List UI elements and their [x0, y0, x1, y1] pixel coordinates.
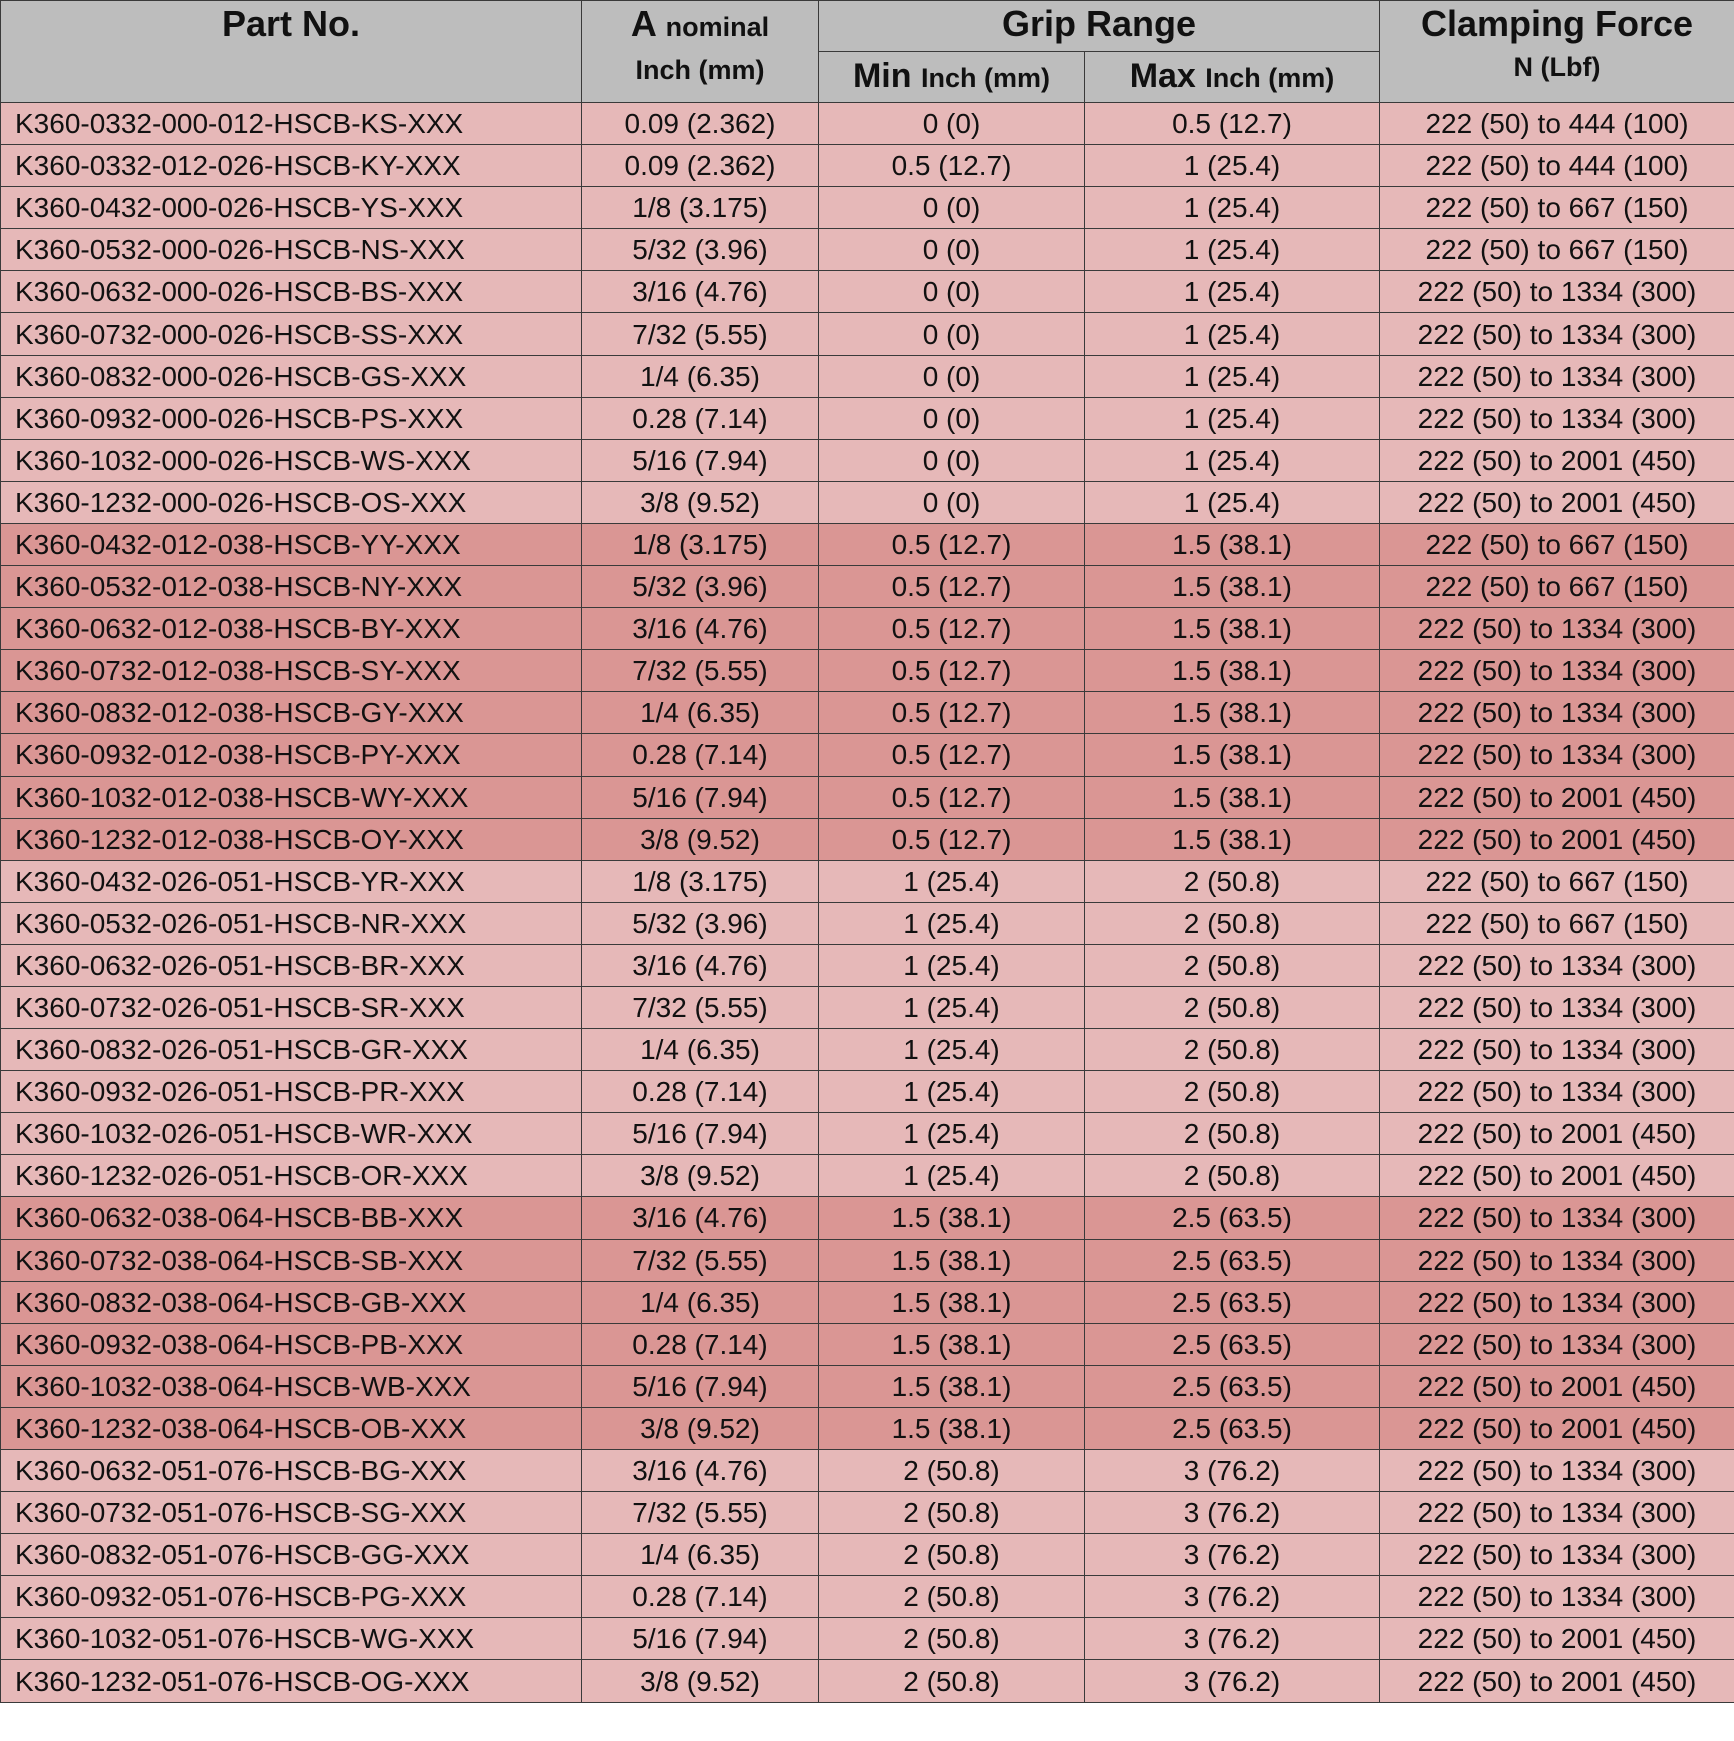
grip-max-cell: 1.5 (38.1) — [1085, 523, 1380, 565]
part-number-cell: K360-1032-038-064-HSCB-WB-XXX — [1, 1365, 582, 1407]
clamping-force-cell: 222 (50) to 2001 (450) — [1380, 439, 1734, 481]
grip-min-cell: 1.5 (38.1) — [819, 1323, 1085, 1365]
clamping-force-cell: 222 (50) to 1334 (300) — [1380, 986, 1734, 1028]
a-nominal-cell: 7/32 (5.55) — [582, 986, 819, 1028]
clamping-force-cell: 222 (50) to 1334 (300) — [1380, 1239, 1734, 1281]
grip-max-cell: 1.5 (38.1) — [1085, 776, 1380, 818]
clamping-force-cell: 222 (50) to 1334 (300) — [1380, 1029, 1734, 1071]
part-number-cell: K360-0832-000-026-HSCB-GS-XXX — [1, 355, 582, 397]
clamping-force-cell: 222 (50) to 667 (150) — [1380, 187, 1734, 229]
clamping-force-cell: 222 (50) to 2001 (450) — [1380, 1618, 1734, 1660]
grip-min-cell: 0 (0) — [819, 397, 1085, 439]
a-nominal-cell: 1/4 (6.35) — [582, 1281, 819, 1323]
a-nominal-cell: 1/4 (6.35) — [582, 1534, 819, 1576]
grip-min-cell: 0 (0) — [819, 229, 1085, 271]
table-row — [1, 776, 1734, 818]
part-number-cell: K360-0732-051-076-HSCB-SG-XXX — [1, 1492, 582, 1534]
clamping-force-cell: 222 (50) to 1334 (300) — [1380, 1323, 1734, 1365]
part-number-cell: K360-0632-000-026-HSCB-BS-XXX — [1, 271, 582, 313]
table-row — [1, 1618, 1734, 1660]
part-number-cell: K360-0832-012-038-HSCB-GY-XXX — [1, 692, 582, 734]
a-nominal-cell: 7/32 (5.55) — [582, 313, 819, 355]
grip-min-cell: 0 (0) — [819, 103, 1085, 145]
clamping-force-cell: 222 (50) to 444 (100) — [1380, 103, 1734, 145]
table-row — [1, 692, 1734, 734]
part-number-cell: K360-0732-038-064-HSCB-SB-XXX — [1, 1239, 582, 1281]
table-row — [1, 902, 1734, 944]
grip-min-cell: 0 (0) — [819, 313, 1085, 355]
header-a-nominal: A nominal Inch (mm) — [582, 1, 819, 103]
header-clamping-unit: N (Lbf) — [1513, 52, 1601, 82]
table-row — [1, 818, 1734, 860]
header-a-nominal-qualifier: nominal — [665, 12, 770, 42]
a-nominal-cell: 5/16 (7.94) — [582, 1618, 819, 1660]
grip-min-cell: 0 (0) — [819, 481, 1085, 523]
table-row — [1, 481, 1734, 523]
part-number-cell: K360-0832-051-076-HSCB-GG-XXX — [1, 1534, 582, 1576]
part-number-cell: K360-0332-000-012-HSCB-KS-XXX — [1, 103, 582, 145]
a-nominal-cell: 3/8 (9.52) — [582, 1407, 819, 1449]
grip-max-cell: 2 (50.8) — [1085, 944, 1380, 986]
table-row — [1, 1660, 1734, 1702]
a-nominal-cell: 3/16 (4.76) — [582, 1450, 819, 1492]
a-nominal-cell: 5/16 (7.94) — [582, 1113, 819, 1155]
header-grip-max: Max Inch (mm) — [1085, 52, 1380, 103]
grip-min-cell: 1 (25.4) — [819, 1113, 1085, 1155]
grip-min-cell: 1 (25.4) — [819, 860, 1085, 902]
clamping-force-cell: 222 (50) to 2001 (450) — [1380, 1155, 1734, 1197]
table-row — [1, 1281, 1734, 1323]
grip-max-cell: 2.5 (63.5) — [1085, 1197, 1380, 1239]
a-nominal-cell: 5/16 (7.94) — [582, 439, 819, 481]
grip-min-cell: 1 (25.4) — [819, 1029, 1085, 1071]
part-number-cell: K360-0732-026-051-HSCB-SR-XXX — [1, 986, 582, 1028]
part-number-cell: K360-0432-000-026-HSCB-YS-XXX — [1, 187, 582, 229]
grip-max-cell: 3 (76.2) — [1085, 1492, 1380, 1534]
clamping-force-cell: 222 (50) to 2001 (450) — [1380, 1660, 1734, 1702]
table-row — [1, 187, 1734, 229]
clamping-force-cell: 222 (50) to 1334 (300) — [1380, 1492, 1734, 1534]
part-number-cell: K360-0432-026-051-HSCB-YR-XXX — [1, 860, 582, 902]
a-nominal-cell: 3/16 (4.76) — [582, 944, 819, 986]
grip-min-cell: 0.5 (12.7) — [819, 523, 1085, 565]
part-number-cell: K360-0632-012-038-HSCB-BY-XXX — [1, 608, 582, 650]
grip-max-cell: 0.5 (12.7) — [1085, 103, 1380, 145]
grip-max-cell: 3 (76.2) — [1085, 1618, 1380, 1660]
grip-max-cell: 1 (25.4) — [1085, 229, 1380, 271]
a-nominal-cell: 1/8 (3.175) — [582, 187, 819, 229]
clamping-force-cell: 222 (50) to 1334 (300) — [1380, 1071, 1734, 1113]
a-nominal-cell: 5/16 (7.94) — [582, 776, 819, 818]
part-number-cell: K360-0532-026-051-HSCB-NR-XXX — [1, 902, 582, 944]
clamping-force-cell: 222 (50) to 1334 (300) — [1380, 397, 1734, 439]
part-number-cell: K360-1232-051-076-HSCB-OG-XXX — [1, 1660, 582, 1702]
a-nominal-cell: 7/32 (5.55) — [582, 1239, 819, 1281]
clamping-force-cell: 222 (50) to 2001 (450) — [1380, 818, 1734, 860]
clamping-force-cell: 222 (50) to 667 (150) — [1380, 902, 1734, 944]
table-row — [1, 566, 1734, 608]
part-number-cell: K360-0532-012-038-HSCB-NY-XXX — [1, 566, 582, 608]
grip-max-cell: 3 (76.2) — [1085, 1660, 1380, 1702]
a-nominal-cell: 5/32 (3.96) — [582, 902, 819, 944]
part-number-cell: K360-0632-051-076-HSCB-BG-XXX — [1, 1450, 582, 1492]
clamping-force-cell: 222 (50) to 1334 (300) — [1380, 355, 1734, 397]
table-header — [1, 1, 1734, 103]
table-row — [1, 1197, 1734, 1239]
grip-max-cell: 1 (25.4) — [1085, 439, 1380, 481]
grip-max-cell: 1 (25.4) — [1085, 313, 1380, 355]
grip-min-cell: 0.5 (12.7) — [819, 566, 1085, 608]
table-body — [1, 103, 1734, 1703]
part-number-cell: K360-1232-038-064-HSCB-OB-XXX — [1, 1407, 582, 1449]
table-row — [1, 1450, 1734, 1492]
a-nominal-cell: 0.28 (7.14) — [582, 1576, 819, 1618]
a-nominal-cell: 0.28 (7.14) — [582, 397, 819, 439]
part-number-cell: K360-0732-012-038-HSCB-SY-XXX — [1, 650, 582, 692]
a-nominal-cell: 1/8 (3.175) — [582, 523, 819, 565]
part-number-cell: K360-1032-000-026-HSCB-WS-XXX — [1, 439, 582, 481]
grip-min-cell: 2 (50.8) — [819, 1534, 1085, 1576]
part-number-cell: K360-0932-051-076-HSCB-PG-XXX — [1, 1576, 582, 1618]
a-nominal-cell: 0.28 (7.14) — [582, 1323, 819, 1365]
part-number-cell: K360-1032-012-038-HSCB-WY-XXX — [1, 776, 582, 818]
table-row — [1, 229, 1734, 271]
clamping-force-cell: 222 (50) to 1334 (300) — [1380, 1197, 1734, 1239]
grip-max-cell: 1.5 (38.1) — [1085, 692, 1380, 734]
table-row — [1, 271, 1734, 313]
grip-max-cell: 2 (50.8) — [1085, 986, 1380, 1028]
part-number-cell: K360-0932-012-038-HSCB-PY-XXX — [1, 734, 582, 776]
table-row — [1, 313, 1734, 355]
grip-min-cell: 1 (25.4) — [819, 944, 1085, 986]
clamping-force-cell: 222 (50) to 2001 (450) — [1380, 1365, 1734, 1407]
a-nominal-cell: 3/16 (4.76) — [582, 271, 819, 313]
table-row — [1, 944, 1734, 986]
clamping-force-cell: 222 (50) to 667 (150) — [1380, 566, 1734, 608]
grip-max-cell: 1.5 (38.1) — [1085, 734, 1380, 776]
table-row — [1, 1071, 1734, 1113]
table-row — [1, 1239, 1734, 1281]
grip-min-cell: 2 (50.8) — [819, 1492, 1085, 1534]
part-number-cell: K360-1232-000-026-HSCB-OS-XXX — [1, 481, 582, 523]
clamping-force-cell: 222 (50) to 1334 (300) — [1380, 313, 1734, 355]
grip-max-cell: 2 (50.8) — [1085, 1029, 1380, 1071]
grip-min-cell: 1 (25.4) — [819, 986, 1085, 1028]
part-number-cell: K360-0932-038-064-HSCB-PB-XXX — [1, 1323, 582, 1365]
a-nominal-cell: 1/4 (6.35) — [582, 355, 819, 397]
table-row — [1, 1323, 1734, 1365]
grip-max-cell: 1 (25.4) — [1085, 187, 1380, 229]
part-number-cell: K360-0532-000-026-HSCB-NS-XXX — [1, 229, 582, 271]
grip-min-cell: 2 (50.8) — [819, 1618, 1085, 1660]
part-number-cell: K360-1232-026-051-HSCB-OR-XXX — [1, 1155, 582, 1197]
a-nominal-cell: 7/32 (5.55) — [582, 1492, 819, 1534]
part-number-cell: K360-0432-012-038-HSCB-YY-XXX — [1, 523, 582, 565]
grip-max-cell: 3 (76.2) — [1085, 1450, 1380, 1492]
grip-max-cell: 2.5 (63.5) — [1085, 1365, 1380, 1407]
table-row — [1, 103, 1734, 145]
grip-min-cell: 1.5 (38.1) — [819, 1407, 1085, 1449]
part-number-cell: K360-0332-012-026-HSCB-KY-XXX — [1, 145, 582, 187]
grip-max-cell: 3 (76.2) — [1085, 1534, 1380, 1576]
part-number-cell: K360-0932-000-026-HSCB-PS-XXX — [1, 397, 582, 439]
grip-min-cell: 1.5 (38.1) — [819, 1239, 1085, 1281]
clamping-force-cell: 222 (50) to 1334 (300) — [1380, 1281, 1734, 1323]
table-row — [1, 355, 1734, 397]
clamping-force-cell: 222 (50) to 1334 (300) — [1380, 734, 1734, 776]
header-part-no: Part No. — [1, 1, 582, 103]
grip-max-cell: 2.5 (63.5) — [1085, 1407, 1380, 1449]
grip-min-cell: 0 (0) — [819, 271, 1085, 313]
grip-min-cell: 0.5 (12.7) — [819, 145, 1085, 187]
part-number-cell: K360-0832-038-064-HSCB-GB-XXX — [1, 1281, 582, 1323]
grip-max-cell: 2 (50.8) — [1085, 902, 1380, 944]
part-number-cell: K360-1232-012-038-HSCB-OY-XXX — [1, 818, 582, 860]
a-nominal-cell: 3/16 (4.76) — [582, 1197, 819, 1239]
grip-max-cell: 1.5 (38.1) — [1085, 566, 1380, 608]
table-row — [1, 1492, 1734, 1534]
grip-max-cell: 1 (25.4) — [1085, 271, 1380, 313]
grip-max-cell: 2.5 (63.5) — [1085, 1323, 1380, 1365]
part-number-cell: K360-1032-026-051-HSCB-WR-XXX — [1, 1113, 582, 1155]
header-clamping-force: Clamping Force N (Lbf) — [1380, 1, 1734, 103]
a-nominal-cell: 1/8 (3.175) — [582, 860, 819, 902]
clamping-force-cell: 222 (50) to 1334 (300) — [1380, 271, 1734, 313]
part-number-cell: K360-0832-026-051-HSCB-GR-XXX — [1, 1029, 582, 1071]
a-nominal-cell: 0.28 (7.14) — [582, 734, 819, 776]
clamping-force-cell: 222 (50) to 1334 (300) — [1380, 650, 1734, 692]
grip-max-cell: 2.5 (63.5) — [1085, 1239, 1380, 1281]
table-row — [1, 397, 1734, 439]
grip-min-cell: 2 (50.8) — [819, 1660, 1085, 1702]
grip-min-cell: 1.5 (38.1) — [819, 1365, 1085, 1407]
a-nominal-cell: 3/8 (9.52) — [582, 1155, 819, 1197]
a-nominal-cell: 0.28 (7.14) — [582, 1071, 819, 1113]
clamping-force-cell: 222 (50) to 1334 (300) — [1380, 1534, 1734, 1576]
grip-max-cell: 1.5 (38.1) — [1085, 608, 1380, 650]
clamping-force-cell: 222 (50) to 1334 (300) — [1380, 692, 1734, 734]
grip-min-cell: 2 (50.8) — [819, 1576, 1085, 1618]
grip-max-cell: 1 (25.4) — [1085, 145, 1380, 187]
header-grip-range: Grip Range — [819, 1, 1380, 52]
clamping-force-cell: 222 (50) to 2001 (450) — [1380, 1407, 1734, 1449]
grip-min-cell: 1 (25.4) — [819, 1071, 1085, 1113]
table-row — [1, 860, 1734, 902]
a-nominal-cell: 3/16 (4.76) — [582, 608, 819, 650]
grip-min-cell: 0.5 (12.7) — [819, 692, 1085, 734]
clamping-force-cell: 222 (50) to 444 (100) — [1380, 145, 1734, 187]
table-row — [1, 439, 1734, 481]
grip-max-cell: 2 (50.8) — [1085, 1155, 1380, 1197]
grip-max-cell: 1 (25.4) — [1085, 397, 1380, 439]
table-row — [1, 986, 1734, 1028]
part-number-cell: K360-0732-000-026-HSCB-SS-XXX — [1, 313, 582, 355]
part-number-cell: K360-1032-051-076-HSCB-WG-XXX — [1, 1618, 582, 1660]
grip-max-cell: 1 (25.4) — [1085, 355, 1380, 397]
a-nominal-cell: 0.09 (2.362) — [582, 103, 819, 145]
grip-max-cell: 2 (50.8) — [1085, 1071, 1380, 1113]
grip-min-cell: 0.5 (12.7) — [819, 608, 1085, 650]
grip-min-cell: 1.5 (38.1) — [819, 1197, 1085, 1239]
table-row — [1, 734, 1734, 776]
grip-min-cell: 0.5 (12.7) — [819, 776, 1085, 818]
grip-min-cell: 1 (25.4) — [819, 902, 1085, 944]
grip-max-cell: 1 (25.4) — [1085, 481, 1380, 523]
header-grip-min-unit: Inch (mm) — [920, 63, 1050, 93]
a-nominal-cell: 1/4 (6.35) — [582, 692, 819, 734]
a-nominal-cell: 1/4 (6.35) — [582, 1029, 819, 1071]
grip-min-cell: 1.5 (38.1) — [819, 1281, 1085, 1323]
grip-min-cell: 0.5 (12.7) — [819, 734, 1085, 776]
header-a-unit: Inch (mm) — [635, 55, 765, 85]
header-grip-max-unit: Inch (mm) — [1205, 63, 1335, 93]
table-row — [1, 1365, 1734, 1407]
grip-min-cell: 0 (0) — [819, 355, 1085, 397]
table-row — [1, 1029, 1734, 1071]
table-row — [1, 1407, 1734, 1449]
grip-max-cell: 1.5 (38.1) — [1085, 650, 1380, 692]
table-row — [1, 608, 1734, 650]
part-number-cell: K360-0632-026-051-HSCB-BR-XXX — [1, 944, 582, 986]
grip-min-cell: 0.5 (12.7) — [819, 650, 1085, 692]
grip-min-cell: 0 (0) — [819, 439, 1085, 481]
clamping-force-cell: 222 (50) to 2001 (450) — [1380, 481, 1734, 523]
grip-min-cell: 2 (50.8) — [819, 1450, 1085, 1492]
a-nominal-cell: 5/32 (3.96) — [582, 229, 819, 271]
table-row — [1, 1155, 1734, 1197]
a-nominal-cell: 5/16 (7.94) — [582, 1365, 819, 1407]
a-nominal-cell: 3/8 (9.52) — [582, 1660, 819, 1702]
clamping-force-cell: 222 (50) to 2001 (450) — [1380, 776, 1734, 818]
grip-max-cell: 2 (50.8) — [1085, 860, 1380, 902]
a-nominal-cell: 3/8 (9.52) — [582, 818, 819, 860]
part-number-cell: K360-0932-026-051-HSCB-PR-XXX — [1, 1071, 582, 1113]
clamping-force-cell: 222 (50) to 1334 (300) — [1380, 608, 1734, 650]
a-nominal-cell: 0.09 (2.362) — [582, 145, 819, 187]
a-nominal-cell: 3/8 (9.52) — [582, 481, 819, 523]
grip-max-cell: 1.5 (38.1) — [1085, 818, 1380, 860]
clamping-force-cell: 222 (50) to 1334 (300) — [1380, 944, 1734, 986]
grip-max-cell: 3 (76.2) — [1085, 1576, 1380, 1618]
table-row — [1, 650, 1734, 692]
table-row — [1, 523, 1734, 565]
table-row — [1, 145, 1734, 187]
grip-max-cell: 2.5 (63.5) — [1085, 1281, 1380, 1323]
grip-max-cell: 2 (50.8) — [1085, 1113, 1380, 1155]
grip-min-cell: 0.5 (12.7) — [819, 818, 1085, 860]
grip-min-cell: 1 (25.4) — [819, 1155, 1085, 1197]
header-grip-min: Min Inch (mm) — [819, 52, 1085, 103]
grip-min-cell: 0 (0) — [819, 187, 1085, 229]
clamping-force-cell: 222 (50) to 667 (150) — [1380, 229, 1734, 271]
clamping-force-cell: 222 (50) to 667 (150) — [1380, 523, 1734, 565]
table-row — [1, 1113, 1734, 1155]
clamping-force-cell: 222 (50) to 1334 (300) — [1380, 1450, 1734, 1492]
part-number-cell: K360-0632-038-064-HSCB-BB-XXX — [1, 1197, 582, 1239]
a-nominal-cell: 5/32 (3.96) — [582, 566, 819, 608]
a-nominal-cell: 7/32 (5.55) — [582, 650, 819, 692]
clamping-force-cell: 222 (50) to 1334 (300) — [1380, 1576, 1734, 1618]
table-row — [1, 1576, 1734, 1618]
clamping-force-cell: 222 (50) to 2001 (450) — [1380, 1113, 1734, 1155]
clamping-force-cell: 222 (50) to 667 (150) — [1380, 860, 1734, 902]
table-row — [1, 1534, 1734, 1576]
